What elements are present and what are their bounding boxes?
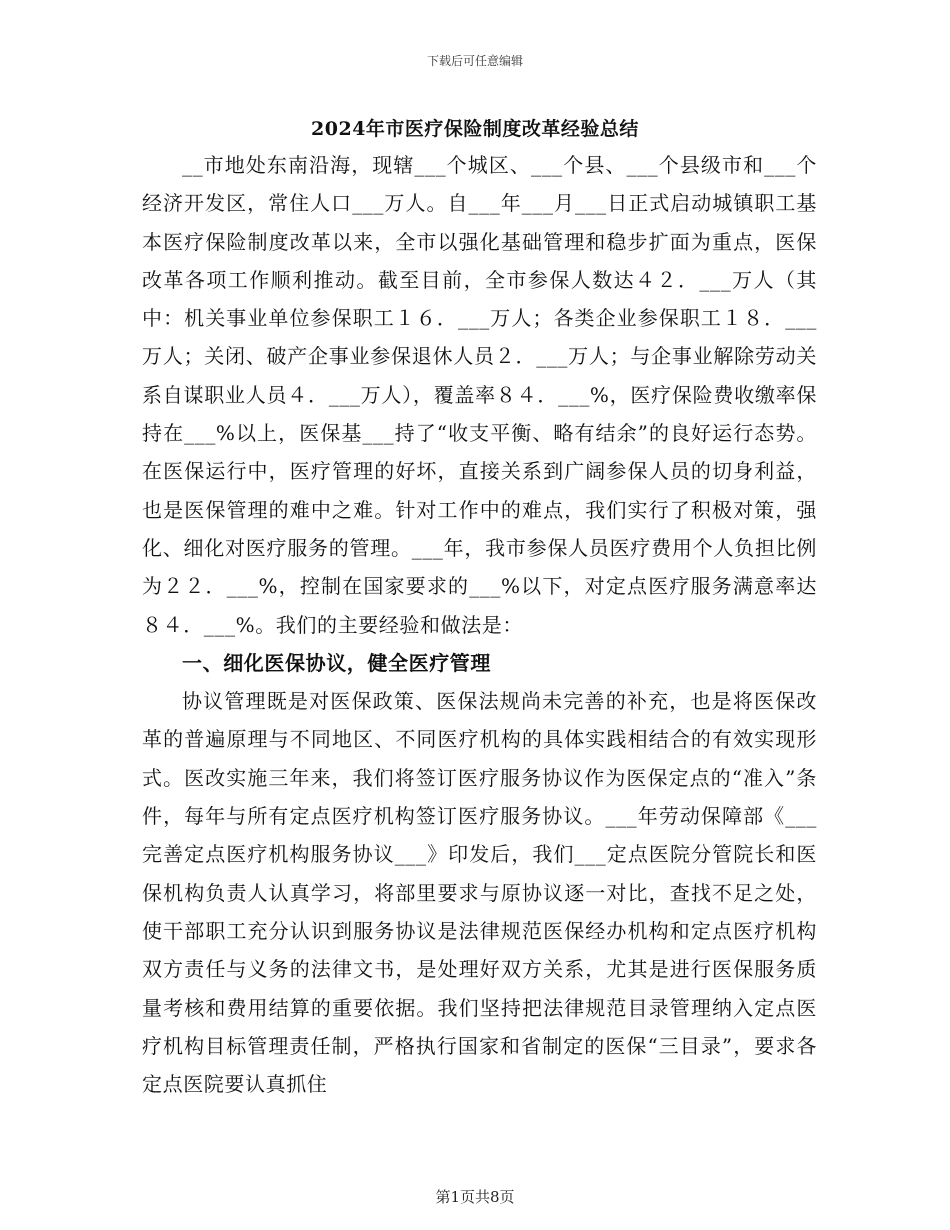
intro-paragraph: __市地处东南沿海，现辖___个城区、___个县、___个县级市和___个经济开发区，常住人口___万人。自___年___月___日正式启动城镇职工基本医疗保险制度改革以来，全市以强化基础管理和稳步扩面为重点，医保改革各项工作顺利推动。截至目前，全市参保人数达４２．___万人（其中：机关事业单位参保职工１６．___万人；各类企业参保职工１８．___万人；关闭、破产企事业参保退休人员２．___万人；与企事业解除劳动关系自谋职业人员４．___万人），覆盖率８４．___%，医疗保险费收缴率保持在___%以上，医保基___持了“收支平衡、略有结余”的良好运行态势。在医保运行中，医疗管理的好坏，直接关系到广阔参保人员的切身利益，也是医保管理的难中之难。针对工作中的难点，我们实行了积极对策，强化、细化对医疗服务的管理。___年，我市参保人员医疗费用个人负担比例为２２．___%，控制在国家要求的___%以下，对定点医疗服务满意率达８４．___%。我们的主要经验和做法是： bbox=[142, 153, 817, 637]
section-1-heading: 一、细化医保协议，健全医疗管理 bbox=[182, 650, 491, 675]
page-header-note: 下载后可任意编辑 bbox=[426, 54, 523, 68]
document-body bbox=[142, 146, 817, 1103]
section-1-paragraph: 协议管理既是对医保政策、医保法规尚未完善的补充，也是将医保改革的普遍原理与不同地区、不同医疗机构的具体实践相结合的有效实现形式。医改实施三年来，我们将签订医疗服务协议作为医保定点的“准入”条件，每年与所有定点医疗机构签订医疗服务协议。___年劳动保障部《___完善定点医疗机构服务协议___》印发后，我们___定点医院分管院长和医保机构负责人认真学习，将部里要求与原协议逐一对比，查找不足之处，使干部职工充分认识到服务协议是法律规范医保经办机构和定点医疗机构双方责任与义务的法律文书，是处理好双方关系，尤其是进行医保服务质量考核和费用结算的重要依据。我们坚持把法律规范目录管理纳入定点医疗机构目标管理责任制，严格执行国家和省制定的医保“三目录”，要求各定点医院要认真抓住 bbox=[142, 689, 817, 1097]
document-title: 2024年市医疗保险制度改革经验总结 bbox=[311, 118, 639, 140]
page-number: 第1页共8页 bbox=[435, 1188, 515, 1206]
